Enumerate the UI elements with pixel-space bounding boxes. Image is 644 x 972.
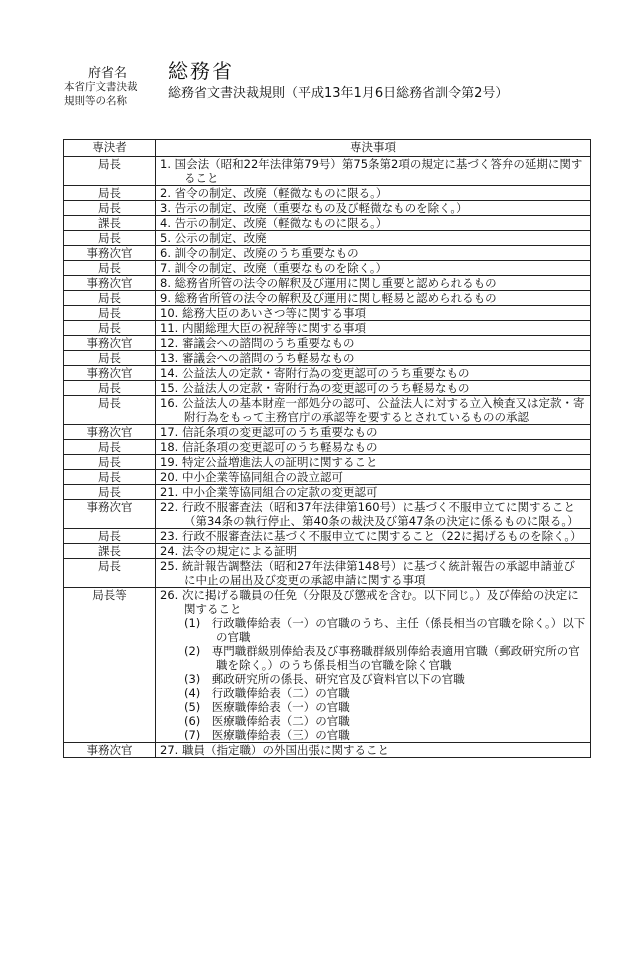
approver-cell: 局長: [64, 485, 156, 500]
matter-text: 12. 審議会への諮問のうち重要なもの: [160, 336, 355, 350]
matter-cell: [156, 455, 591, 470]
matter-cell: [156, 336, 591, 351]
matter-cell: [156, 246, 591, 261]
matter-text: 9. 総務省所管の法令の解釈及び運用に関し軽易と認められるもの: [160, 291, 497, 305]
approver-cell: 局長: [64, 291, 156, 306]
table-row: [64, 351, 591, 366]
table-row: [64, 743, 591, 758]
matter-text: 10. 総務大臣のあいさつ等に関する事項: [160, 306, 366, 320]
approver-cell: 局長: [64, 201, 156, 216]
matter-text: 2. 省令の制定、改廃（軽微なものに限る。）: [160, 186, 388, 200]
matter-subitem: (2) 専門職群級別俸給表及び事務職群級別俸給表適用官職（郵政研究所の官職を除く。）のうち係長相当の官職を除く官職: [184, 644, 580, 672]
approver-cell: 事務次官: [64, 743, 156, 758]
matter-cell: [156, 186, 591, 201]
table-row: [64, 470, 591, 485]
table-row: [64, 336, 591, 351]
matter-text: 8. 総務省所管の法令の解釈及び運用に関し重要と認められるもの: [160, 276, 497, 290]
matter-cell: [156, 261, 591, 276]
matter-cell: [156, 306, 591, 321]
rule-name: 総務省文書決裁規則（平成13年1月6日総務省訓令第2号）: [168, 86, 509, 101]
matter-text: 15. 公益法人の定款・寄附行為の変更認可のうち軽易なもの: [160, 381, 470, 395]
matter-cell: [156, 743, 591, 758]
matter-text: 14. 公益法人の定款・寄附行為の変更認可のうち重要なもの: [160, 366, 470, 380]
table-header-row: [64, 140, 591, 157]
matter-cell: [156, 559, 591, 588]
approver-cell: 局長: [64, 306, 156, 321]
table-row: [64, 366, 591, 381]
approver-cell: 課長: [64, 544, 156, 559]
matter-text: 24. 法令の規定による証明: [160, 544, 297, 558]
table-row: [64, 455, 591, 470]
matter-cell: [156, 500, 591, 529]
matter-text: 18. 信託条項の変更認可のうち軽易なもの: [160, 440, 378, 454]
matter-cell: [156, 588, 591, 743]
approver-cell: 事務次官: [64, 500, 156, 529]
approver-cell: 事務次官: [64, 336, 156, 351]
ministry-name: 総務省: [168, 59, 234, 83]
delegation-table: [63, 139, 591, 758]
matter-text: 21. 中小企業等協同組合の定款の変更認可: [160, 485, 378, 499]
matter-subitem: (6) 医療職俸給表（二）の官職: [184, 714, 350, 728]
matter-text: 13. 審議会への諮問のうち軽易なもの: [160, 351, 355, 365]
approver-cell: 局長: [64, 396, 156, 425]
matter-cell: [156, 216, 591, 231]
approver-cell: 課長: [64, 216, 156, 231]
table-row: [64, 291, 591, 306]
approver-cell: 局長: [64, 381, 156, 396]
table-row: [64, 246, 591, 261]
rule-label-line2: 規則等の名称: [64, 95, 127, 107]
approver-cell: 局長: [64, 529, 156, 544]
matter-text: 3. 告示の制定、改廃（重要なもの及び軽微なものを除く。）: [160, 201, 468, 215]
rule-label-line1: 本省庁文書決裁: [64, 81, 138, 93]
matter-subitem: (7) 医療職俸給表（三）の官職: [184, 728, 350, 742]
approver-cell: 局長: [64, 351, 156, 366]
matter-subitem: (3) 郵政研究所の係長、研究官及び資料官以下の官職: [184, 672, 465, 686]
table-row: [64, 201, 591, 216]
matter-subitem: (1) 行政職俸給表（一）の官職のうち、主任（係長相当の官職を除く。）以下の官職: [184, 616, 586, 644]
matter-cell: [156, 351, 591, 366]
approver-cell: 局長: [64, 455, 156, 470]
table-row: [64, 186, 591, 201]
approver-cell: 局長: [64, 157, 156, 186]
matter-text: 23. 行政不服審査法に基づく不服申立てに関すること（22に掲げるものを除く。）: [160, 529, 582, 543]
matter-cell: [156, 529, 591, 544]
table-row: [64, 231, 591, 246]
matter-text: 1. 国会法（昭和22年法律第79号）第75条第2項の規定に基づく答弁の延期に関すること: [160, 157, 583, 185]
matter-text: 25. 統計報告調整法（昭和27年法律第148号）に基づく統計報告の承認申請並びに中止の届出及び変更の承認申請に関する事項: [160, 559, 576, 587]
table-body: [64, 157, 591, 758]
matter-text: 11. 内閣総理大臣の祝辞等に関する事項: [160, 321, 366, 335]
table-row: [64, 544, 591, 559]
table-row: [64, 500, 591, 529]
matter-cell: [156, 544, 591, 559]
approver-cell: 事務次官: [64, 366, 156, 381]
table-row: [64, 321, 591, 336]
table-row: [64, 216, 591, 231]
matter-text: 16. 公益法人の基本財産一部処分の認可、公益法人に対する立入検査又は定款・寄附行為をもって主務官庁の承認等を要するとされているものの承認: [160, 396, 585, 424]
matter-subitem: (4) 行政職俸給表（二）の官職: [184, 686, 350, 700]
approver-cell: 局長: [64, 186, 156, 201]
matter-cell: [156, 291, 591, 306]
table-row: [64, 588, 591, 743]
matter-text: 19. 特定公益増進法人の証明に関すること: [160, 455, 378, 469]
matter-cell: [156, 485, 591, 500]
matter-cell: [156, 276, 591, 291]
approver-cell: 局長: [64, 470, 156, 485]
matter-subitem: (5) 医療職俸給表（一）の官職: [184, 700, 350, 714]
ministry-label: 府省名: [88, 66, 128, 81]
table-row: [64, 381, 591, 396]
matter-cell: [156, 157, 591, 186]
approver-cell: 局長: [64, 559, 156, 588]
table-row: [64, 425, 591, 440]
header-who: 専決者: [64, 140, 156, 157]
approver-cell: 事務次官: [64, 246, 156, 261]
approver-cell: 局長: [64, 440, 156, 455]
approver-cell: 事務次官: [64, 425, 156, 440]
matter-text: 27. 職員（指定職）の外国出張に関すること: [160, 743, 389, 757]
matter-cell: [156, 321, 591, 336]
header-what: 専決事項: [156, 140, 591, 157]
matter-text: 7. 訓令の制定、改廃（重要なものを除く。）: [160, 261, 388, 275]
table-row: [64, 396, 591, 425]
table-row: [64, 440, 591, 455]
matter-text: 5. 公示の制定、改廃: [160, 231, 267, 245]
matter-cell: [156, 201, 591, 216]
matter-cell: [156, 396, 591, 425]
matter-text: 26. 次に掲げる職員の任免（分限及び懲戒を含む。以下同じ。）及び俸給の決定に関すること: [160, 588, 579, 616]
matter-cell: [156, 366, 591, 381]
table-row: [64, 485, 591, 500]
approver-cell: 局長: [64, 231, 156, 246]
approver-cell: 事務次官: [64, 276, 156, 291]
matter-cell: [156, 381, 591, 396]
matter-text: 17. 信託条項の変更認可のうち重要なもの: [160, 425, 378, 439]
table-row: [64, 306, 591, 321]
table-row: [64, 261, 591, 276]
matter-cell: [156, 425, 591, 440]
approver-cell: 局長: [64, 261, 156, 276]
matter-text: 22. 行政不服審査法（昭和37年法律第160号）に基づく不服申立てに関すること（第34条の執行停止、第40条の裁決及び第47条の決定に係るものに限る。）: [160, 500, 579, 528]
matter-text: 4. 告示の制定、改廃（軽微なものに限る。）: [160, 216, 388, 230]
matter-cell: [156, 440, 591, 455]
matter-text: 6. 訓令の制定、改廃のうち重要なもの: [160, 246, 359, 260]
table-row: [64, 276, 591, 291]
table-row: [64, 529, 591, 544]
table-row: [64, 559, 591, 588]
matter-cell: [156, 231, 591, 246]
approver-cell: 局長等: [64, 588, 156, 743]
matter-text: 20. 中小企業等協同組合の設立認可: [160, 470, 343, 484]
matter-cell: [156, 470, 591, 485]
approver-cell: 局長: [64, 321, 156, 336]
table-row: [64, 157, 591, 186]
